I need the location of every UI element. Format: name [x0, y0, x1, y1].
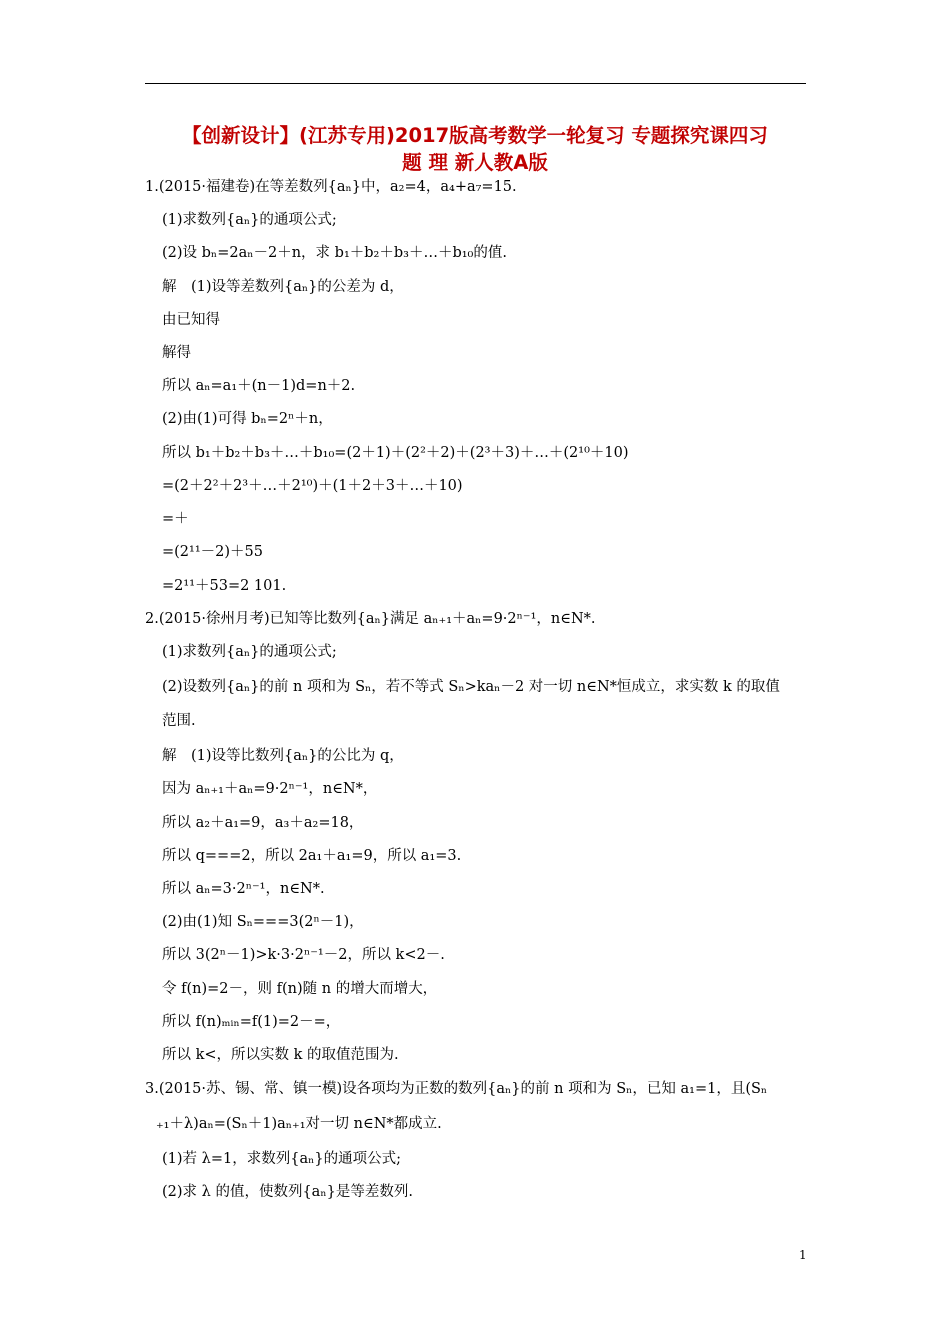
body-line: 3.(2015·苏、锡、常、镇一模)设各项均为正数的数列{aₙ}的前 n 项和为 Sₙ，已知 a₁=1，且(Sₙ	[145, 1081, 768, 1097]
body-line: 所以 f(n)ₘᵢₙ=f(1)=2－=，	[162, 1014, 341, 1030]
body-line: 范围.	[162, 713, 196, 729]
title-line-1: 【创新设计】(江苏专用)2017版高考数学一轮复习 专题探究课四习	[182, 124, 768, 147]
body-line: =2¹¹＋53=2 101.	[162, 578, 287, 594]
body-line: 所以 a₂＋a₁=9，a₃＋a₂=18，	[162, 815, 364, 831]
body-line: (2)求 λ 的值，使数列{aₙ}是等差数列.	[162, 1184, 413, 1200]
body-line: 令 f(n)=2－，则 f(n)随 n 的增大而增大，	[162, 981, 438, 997]
body-line: 2.(2015·徐州月考)已知等比数列{aₙ}满足 aₙ₊₁＋aₙ=9·2ⁿ⁻¹，n∈N*.	[145, 611, 596, 627]
body-line: 1.(2015·福建卷)在等差数列{aₙ}中，a₂=4，a₄+a₇=15.	[145, 179, 517, 195]
body-line: 所以 k<，所以实数 k 的取值范围为.	[162, 1047, 399, 1063]
body-line: 所以 aₙ=a₁＋(n－1)d=n＋2.	[162, 378, 356, 394]
body-line: 解 (1)设等比数列{aₙ}的公比为 q，	[162, 748, 404, 764]
page-number: 1	[799, 1248, 807, 1262]
body-line: =(2¹¹－2)＋55	[162, 544, 263, 560]
title-line-2: 题 理 新人教A版	[402, 151, 548, 174]
body-line: =(2＋2²＋2³＋…＋2¹⁰)＋(1＋2＋3＋…＋10)	[162, 478, 463, 494]
body-line: 所以 q===2，所以 2a₁＋a₁=9，所以 a₁=3.	[162, 848, 462, 864]
body-line: (1)求数列{aₙ}的通项公式;	[162, 644, 337, 660]
body-line: (1)若 λ=1，求数列{aₙ}的通项公式;	[162, 1151, 401, 1167]
body-line: 解 (1)设等差数列{aₙ}的公差为 d，	[162, 279, 404, 295]
document-title	[140, 122, 810, 176]
body-line: 所以 aₙ=3·2ⁿ⁻¹，n∈N*.	[162, 881, 325, 897]
body-line: (2)设数列{aₙ}的前 n 项和为 Sₙ，若不等式 Sₙ>kaₙ－2 对一切 n∈N*恒成立，求实数 k 的取值	[162, 679, 780, 695]
body-line: 因为 aₙ₊₁＋aₙ=9·2ⁿ⁻¹，n∈N*，	[162, 781, 378, 797]
body-line: (1)求数列{aₙ}的通项公式;	[162, 212, 337, 228]
body-line: ₊₁＋λ)aₙ=(Sₙ＋1)aₙ₊₁对一切 n∈N*都成立.	[156, 1116, 442, 1132]
body-line: 所以 3(2ⁿ－1)>k·3·2ⁿ⁻¹－2，所以 k<2－.	[162, 947, 445, 963]
body-line: =＋	[162, 511, 189, 527]
header-rule	[145, 83, 806, 84]
body-line: 解得	[162, 345, 191, 361]
body-line: (2)由(1)知 Sₙ===3(2ⁿ－1)，	[162, 914, 364, 930]
body-line: (2)由(1)可得 bₙ=2ⁿ＋n，	[162, 411, 333, 427]
body-line: (2)设 bₙ=2aₙ－2＋n，求 b₁＋b₂＋b₃＋…＋b₁₀的值.	[162, 245, 507, 261]
body-line: 所以 b₁＋b₂＋b₃＋…＋b₁₀=(2＋1)＋(2²＋2)＋(2³＋3)＋…＋(2¹⁰＋10)	[162, 445, 629, 461]
body-line: 由已知得	[162, 312, 220, 328]
